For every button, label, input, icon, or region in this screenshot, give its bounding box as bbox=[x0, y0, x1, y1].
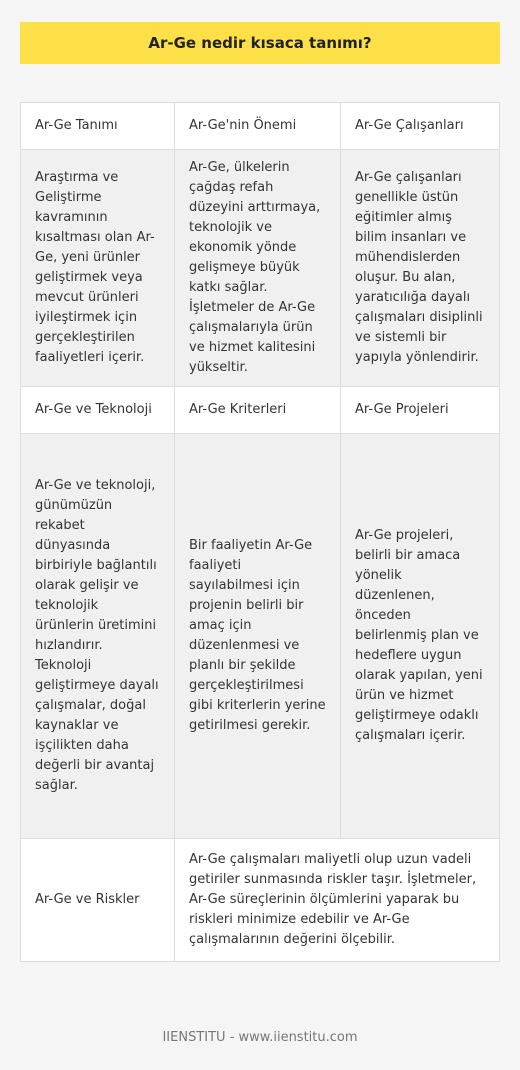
body-cell: Araştırma ve Geliştirme kavramının kısaltması olan Ar-Ge, yeni ürünler geliştirmek veya mevcut ürünleri iyileştirmek için gerçekleştirilen faaliyetleri içerir. bbox=[21, 150, 175, 386]
body-cell: Ar-Ge çalışmaları maliyetli olup uzun vadeli getiriler sunmasında riskler taşır. İşletmeler, Ar-Ge süreçlerinin ölçümlerini yaparak bu riskleri minimize edebilir ve Ar-Ge çalışmalarının değerini ölçebilir. bbox=[189, 852, 477, 947]
info-table bbox=[20, 102, 500, 962]
header-row bbox=[21, 387, 499, 434]
header-cell: Ar-Ge'nin Önemi bbox=[175, 103, 341, 149]
body-cell: Ar-Ge, ülkelerin çağdaş refah düzeyini arttırmaya, teknolojik ve ekonomik yönde gelişmeye büyük katkı sağlar. İşletmeler de Ar-Ge çalışmalarıyla ürün ve hizmet kalitesini yükseltir. bbox=[175, 150, 341, 386]
body-cell: Ar-Ge çalışanları genellikle üstün eğitimler almış bilim insanları ve mühendislerden oluşur. Bu alan, yaratıcılığa dayalı çalışmaları disiplinli ve sistemli bir yapıyla yönlendirir. bbox=[355, 170, 483, 365]
footer-text: IIENSTITU - www.iienstitu.com bbox=[162, 1030, 358, 1045]
header-cell: Ar-Ge Tanımı bbox=[21, 103, 175, 149]
header-row bbox=[21, 103, 499, 150]
header-cell: Ar-Ge Kriterleri bbox=[175, 387, 341, 433]
body-row bbox=[21, 434, 499, 839]
header-cell: Ar-Ge ve Riskler bbox=[21, 839, 175, 961]
body-cell: Ar-Ge ve teknoloji, günümüzün rekabet dünyasında birbiriyle bağlantılı olarak gelişir ve teknolojik ürünlerin üretimini hızlandırır. Teknoloji geliştirmeye dayalı çalışmalar, doğal kaynaklar ve işçilikten daha değerli bir avantaj sağlar. bbox=[21, 434, 175, 838]
risk-row bbox=[21, 839, 499, 961]
page-title: Ar-Ge nedir kısaca tanımı? bbox=[148, 34, 372, 52]
header-cell: Ar-Ge ve Teknoloji bbox=[21, 387, 175, 433]
body-cell: Bir faaliyetin Ar-Ge faaliyeti sayılabilmesi için projenin belirli bir amaç için düzenlenmesi ve planlı bir şekilde gerçekleştirilmesi gibi kriterlerin yerine getirilmesi gerekir. bbox=[175, 434, 341, 838]
title-banner bbox=[20, 22, 500, 64]
header-cell: Ar-Ge Projeleri bbox=[355, 402, 449, 417]
body-cell: Ar-Ge projeleri, belirli bir amaca yönelik düzenlenen, önceden belirlenmiş plan ve hedeflere uygun olarak yapılan, yeni ürün ve hizmet geliştirmeye odaklı çalışmaları içerir. bbox=[355, 528, 483, 743]
body-row bbox=[21, 150, 499, 387]
header-cell: Ar-Ge Çalışanları bbox=[355, 118, 464, 133]
